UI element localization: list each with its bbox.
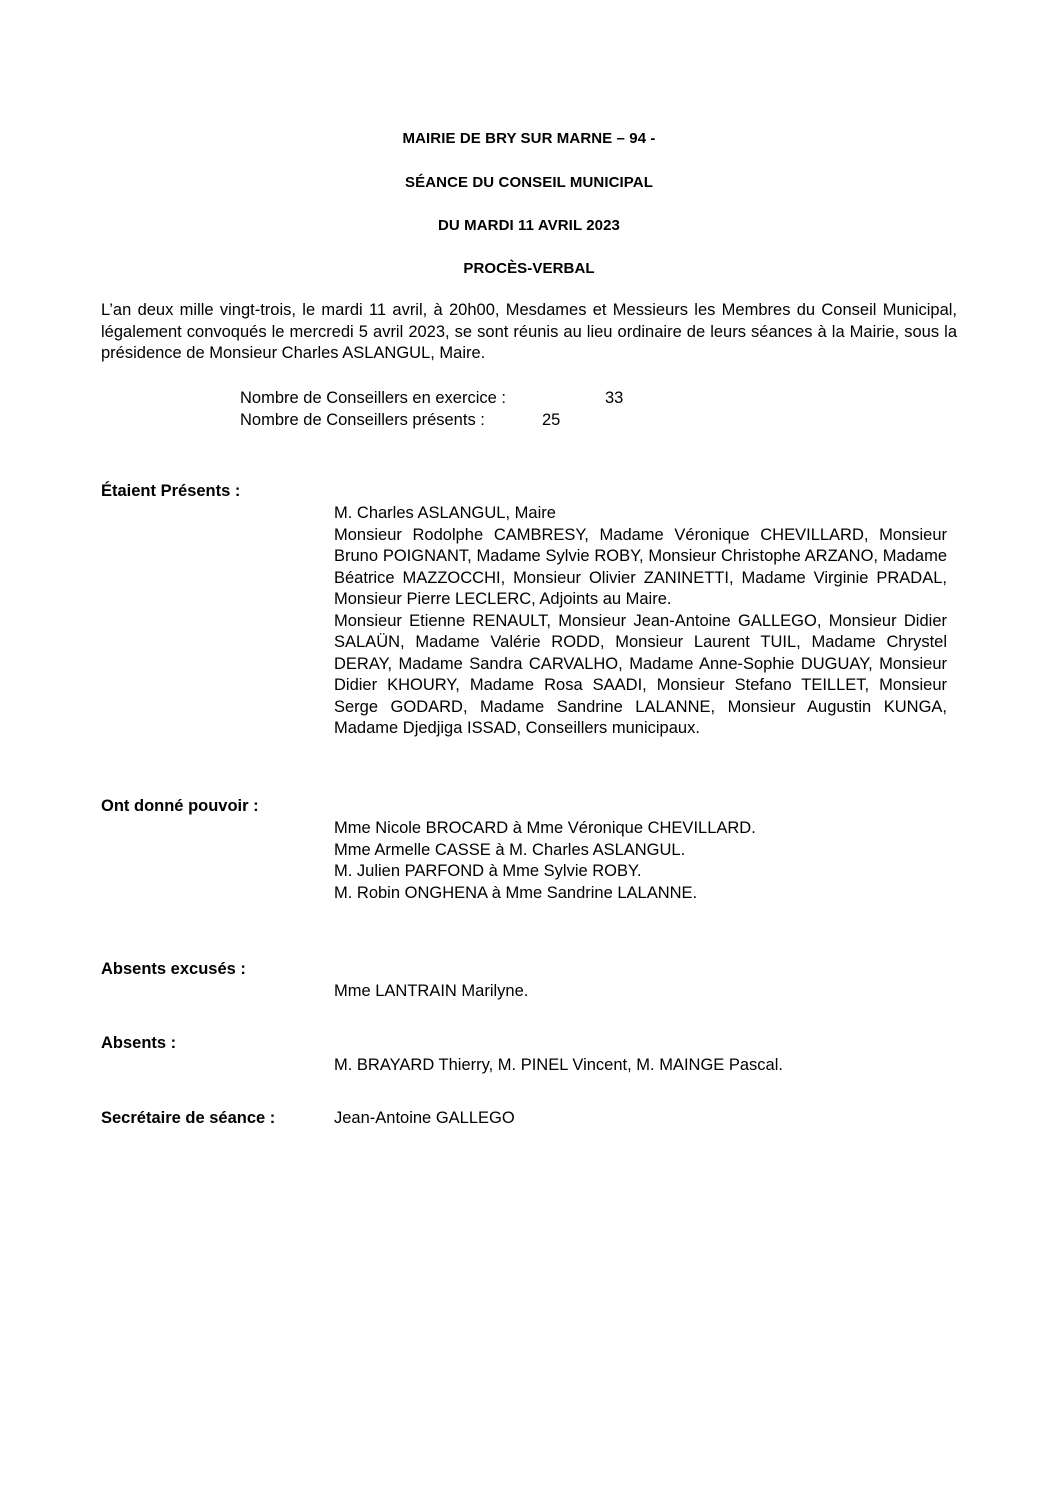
absents-text: [334, 1055, 947, 1077]
count-presents-label: Nombre de Conseillers présents :: [240, 411, 485, 429]
presents-adjoints: Monsieur Rodolphe CAMBRESY, Madame Véronique CHEVILLARD, Monsieur Bruno POIGNANT, Madame Sylvie ROBY, Monsieur Christophe ARZANO, Madame Béatrice MAZZOCCHI, Monsieur Olivier ZANINETTI, Madame Virginie PRADAL, Monsieur Pierre LECLERC, Adjoints au Maire.: [334, 525, 947, 608]
excuses-label: Absents excusés :: [101, 960, 246, 978]
count-exercice-label: Nombre de Conseillers en exercice :: [240, 389, 506, 407]
pouvoir-item: Mme Nicole BROCARD à Mme Véronique CHEVILLARD.: [334, 819, 756, 837]
presents-conseillers: Monsieur Etienne RENAULT, Monsieur Jean-Antoine GALLEGO, Monsieur Didier SALAÜN, Madame Valérie RODD, Monsieur Laurent TUIL, Madame Chrystel DERAY, Madame Sandra CARVALHO, Madame Anne-Sophie DUGUAY, Monsieur Didier KHOURY, Madame Rosa SAADI, Monsieur Stefano TEILLET, Monsieur Serge GODARD, Madame Sandrine LALANNE, Monsieur Augustin KUNGA, Madame Djedjiga ISSAD, Conseillers municipaux.: [334, 611, 947, 737]
header-date: DU MARDI 11 AVRIL 2023: [438, 217, 620, 234]
secretaire-label: Secrétaire de séance :: [101, 1109, 276, 1127]
absents-label: Absents :: [101, 1034, 177, 1052]
intro-paragraph: L’an deux mille vingt-trois, le mardi 11 avril, à 20h00, Mesdames et Messieurs les Membres du Conseil Municipal, légalement convoqués le mercredi 5 avril 2023, se sont réunis au lieu ordinaire de leurs séances à la Mairie, sous la présidence de Monsieur Charles ASLANGUL, Maire.: [101, 301, 957, 362]
pouvoirs-list: [334, 818, 947, 904]
pouvoir-item: Mme Armelle CASSE à M. Charles ASLANGUL.: [334, 840, 686, 859]
count-exercice: [240, 389, 624, 408]
pouvoir-item: M. Julien PARFOND à Mme Sylvie ROBY.: [334, 862, 642, 880]
presents-maire: M. Charles ASLANGUL, Maire: [334, 504, 556, 522]
count-presents-value: 25: [542, 411, 561, 429]
pouvoirs-label: Ont donné pouvoir :: [101, 797, 259, 815]
header-proces-verbal: PROCÈS-VERBAL: [463, 260, 595, 277]
header-mairie: MAIRIE DE BRY SUR MARNE – 94 -: [402, 130, 656, 147]
presents-label: Étaient Présents :: [101, 482, 241, 500]
secretaire-name: Jean-Antoine GALLEGO: [334, 1109, 515, 1127]
excuses-item: Mme LANTRAIN Marilyne.: [334, 982, 529, 1000]
pouvoir-item: M. Robin ONGHENA à Mme Sandrine LALANNE.: [334, 883, 698, 902]
presents-list: [334, 503, 947, 740]
absents-item: M. BRAYARD Thierry, M. PINEL Vincent, M. MAINGE Pascal.: [334, 1056, 783, 1074]
secretaire-text: [334, 1108, 947, 1130]
count-presents: [240, 411, 561, 430]
header-seance: SÉANCE DU CONSEIL MUNICIPAL: [405, 174, 653, 191]
excuses-text: [334, 981, 947, 1003]
count-exercice-value: 33: [605, 389, 624, 407]
